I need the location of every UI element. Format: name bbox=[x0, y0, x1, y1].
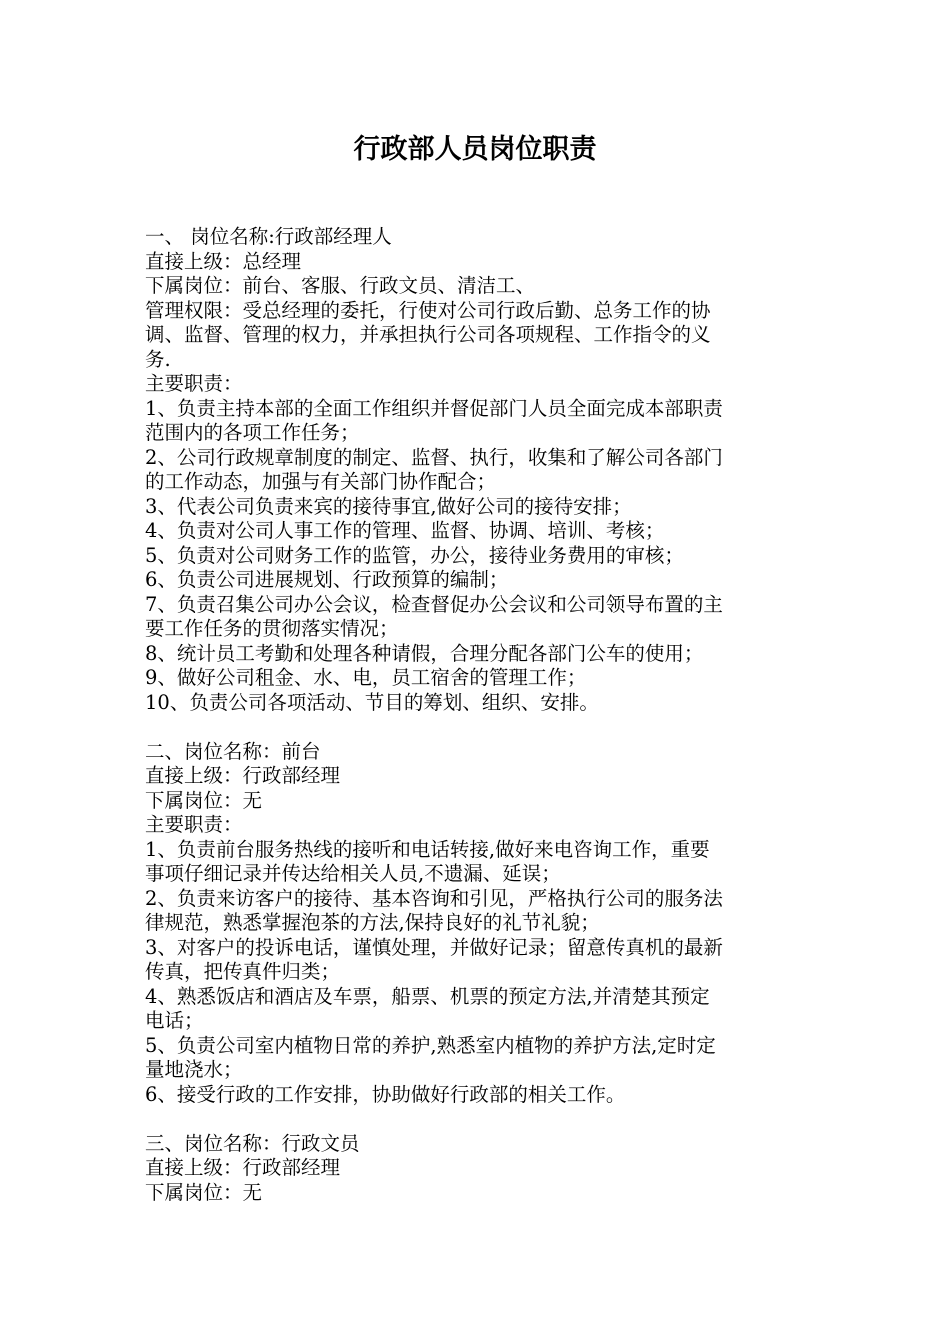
duty-line: 传真，把传真件归类； bbox=[145, 960, 341, 983]
subordinate-positions: 下属岗位：前台、客服、行政文员、清洁工、 bbox=[145, 274, 536, 297]
subordinate-positions: 下属岗位：无 bbox=[145, 1180, 263, 1204]
duty-line: 5、负责公司室内植物日常的养护,熟悉室内植物的养护方法,定时定 bbox=[145, 1033, 716, 1057]
section-heading: 三、岗位名称：行政文员 bbox=[145, 1131, 360, 1155]
duty-item bbox=[145, 519, 810, 544]
duty-item bbox=[145, 397, 810, 446]
duty-item bbox=[145, 887, 810, 936]
duty-item bbox=[145, 691, 810, 716]
duty-item bbox=[145, 544, 810, 569]
duty-line: 8、统计员工考勤和处理各种请假，合理分配各部门公车的使用； bbox=[145, 641, 704, 665]
duty-line: 2、公司行政规章制度的制定、监督、执行，收集和了解公司各部门 bbox=[145, 445, 723, 469]
duty-item bbox=[145, 593, 810, 642]
duty-line: 9、做好公司租金、水、电，员工宿舍的管理工作； bbox=[145, 666, 587, 689]
duty-item bbox=[145, 985, 810, 1034]
duty-item bbox=[145, 1083, 810, 1108]
duty-line: 2、负责来访客户的接待、基本咨询和引见，严格执行公司的服务法 bbox=[145, 886, 723, 910]
section-manager bbox=[145, 225, 810, 715]
duty-line: 事项仔细记录并传达给相关人员,不遗漏、延误； bbox=[145, 862, 561, 885]
authority-line: 调、监督、管理的权力，并承担执行公司各项规程、工作指令的义 bbox=[145, 323, 711, 346]
duty-line: 律规范，熟悉掌握泡茶的方法,保持良好的礼节礼貌； bbox=[145, 911, 600, 934]
duty-item bbox=[145, 642, 810, 667]
duty-line: 1、负责主持本部的全面工作组织并督促部门人员全面完成本部职责 bbox=[145, 396, 723, 420]
duty-item bbox=[145, 1034, 810, 1083]
direct-superior: 直接上级：行政部经理 bbox=[145, 764, 341, 787]
section-gap bbox=[145, 715, 810, 740]
document-title: 行政部人员岗位职责 bbox=[353, 134, 597, 165]
duty-line: 3、代表公司负责来宾的接待事宜,做好公司的接待安排； bbox=[145, 494, 632, 518]
authority-line: 务. bbox=[145, 347, 171, 371]
duty-line: 4、负责对公司人事工作的管理、监督、协调、培训、考核； bbox=[145, 519, 665, 542]
duty-line: 7、负责召集公司办公会议，检查督促办公会议和公司领导布置的主 bbox=[145, 592, 723, 616]
direct-superior: 直接上级：行政部经理 bbox=[145, 1156, 341, 1179]
duty-line: 电话； bbox=[145, 1009, 204, 1032]
section-heading: 二、岗位名称：前台 bbox=[145, 739, 321, 763]
duty-line: 6、接受行政的工作安排，协助做好行政部的相关工作。 bbox=[145, 1082, 626, 1106]
section-reception bbox=[145, 740, 810, 1108]
duty-line: 10、负责公司各项活动、节目的筹划、组织、安排。 bbox=[145, 690, 599, 714]
direct-superior: 直接上级：总经理 bbox=[145, 249, 302, 273]
duty-line: 要工作任务的贯彻落实情况； bbox=[145, 617, 399, 640]
section-admin-clerk bbox=[145, 1132, 810, 1206]
duty-item bbox=[145, 495, 810, 520]
subordinate-positions: 下属岗位：无 bbox=[145, 788, 263, 812]
duty-item bbox=[145, 446, 810, 495]
document-body bbox=[145, 225, 810, 1205]
duty-line: 3、对客户的投诉电话，谨慎处理，并做好记录；留意传真机的最新 bbox=[145, 935, 723, 959]
duty-line: 5、负责对公司财务工作的监管，办公，接待业务费用的审核； bbox=[145, 543, 684, 567]
section-heading: 一、 岗位名称:行政部经理人 bbox=[145, 225, 392, 248]
duty-line: 量地浇水； bbox=[145, 1058, 243, 1081]
duty-item bbox=[145, 838, 810, 887]
duty-line: 的工作动态，加强与有关部门协作配合； bbox=[145, 470, 497, 493]
duty-line: 1、负责前台服务热线的接听和电话转接,做好来电咨询工作，重要 bbox=[145, 837, 710, 861]
duty-item bbox=[145, 568, 810, 593]
duty-item bbox=[145, 936, 810, 985]
duty-item bbox=[145, 666, 810, 691]
authority-line: 管理权限：受总经理的委托，行使对公司行政后勤、总务工作的协 bbox=[145, 298, 711, 322]
duty-line: 6、负责公司进展规划、行政预算的编制； bbox=[145, 568, 509, 591]
duty-line: 4、熟悉饭店和酒店及车票，船票、机票的预定方法,并清楚其预定 bbox=[145, 984, 710, 1008]
duties-label: 主要职责： bbox=[145, 372, 243, 395]
duty-line: 范围内的各项工作任务； bbox=[145, 421, 360, 444]
duties-label: 主要职责： bbox=[145, 813, 243, 836]
section-gap bbox=[145, 1107, 810, 1132]
